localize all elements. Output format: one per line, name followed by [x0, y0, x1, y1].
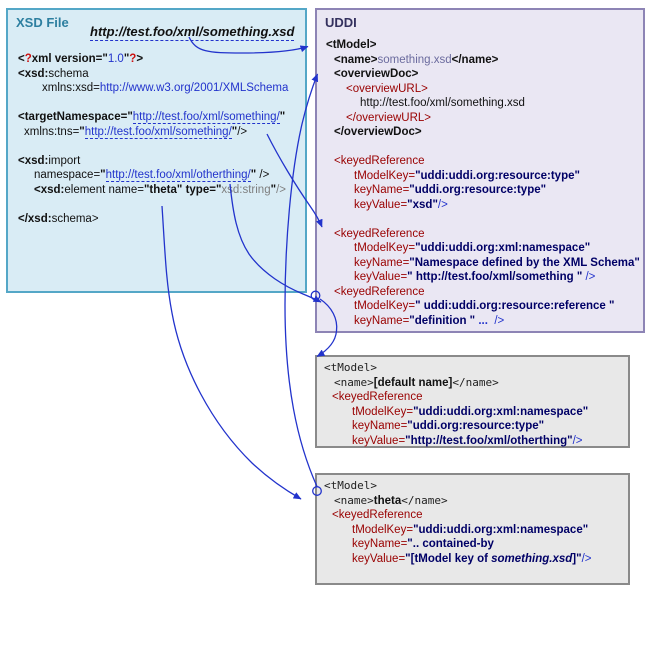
xsd-file-url: http://test.foo/xml/something.xsd: [90, 24, 295, 39]
xsd-source-code: <?xml version="1.0"?> <xsd:schema xmlns:xsd=http://www.w3.org/2001/XMLSchema <targetNamespace="http://test.foo/xml/something/" xmlns:tns="http://test.foo/xml/something/"/> <xsd:import namespace="http://test.foo/xml/otherthing/" /> <xsd:element name="theta" type="xsd:string"/> </xsd:schema>: [18, 53, 289, 225]
uddi-panel: [315, 8, 645, 333]
xsd-file-panel: [6, 8, 307, 293]
tmodel-theta-code: <tModel> <name>theta</name> <keyedReference tModelKey="uddi:uddi.org:xml:namespace" keyName=".. contained-by keyValue="[tModel key of something.xsd]"/>: [324, 479, 592, 565]
tmodel-default-name-code: <tModel> <name>[default name]</name> <keyedReference tModelKey="uddi:uddi.org:xml:namespace" keyName="uddi.org:resource:type" keyValue="http://test.foo/xml/otherthing"/>: [324, 361, 589, 447]
uddi-panel-title: UDDI: [325, 15, 357, 30]
uddi-tmodel-code: <tModel> <name>something.xsd</name> <overviewDoc> <overviewURL> http://test.foo/xml/something.xsd </overviewURL> </overviewDoc> <keyedReference tModelKey="uddi:uddi.org:resource:type" keyName="uddi.org:resource:type" keyValue="xsd"/> <keyedReference tModelKey="uddi:uddi.org:xml:namespace" keyName="Namespace defined by the XML Schema" keyValue=" http://test.foo/xml/something " /> <keyedReference tModelKey=" uddi:uddi.org:resource:reference " keyName="definition " ... />: [326, 39, 640, 327]
tmodel-default-name-panel: [315, 355, 630, 448]
xsd-panel-title: XSD File: [16, 15, 69, 30]
tmodel-theta-panel: [315, 473, 630, 585]
